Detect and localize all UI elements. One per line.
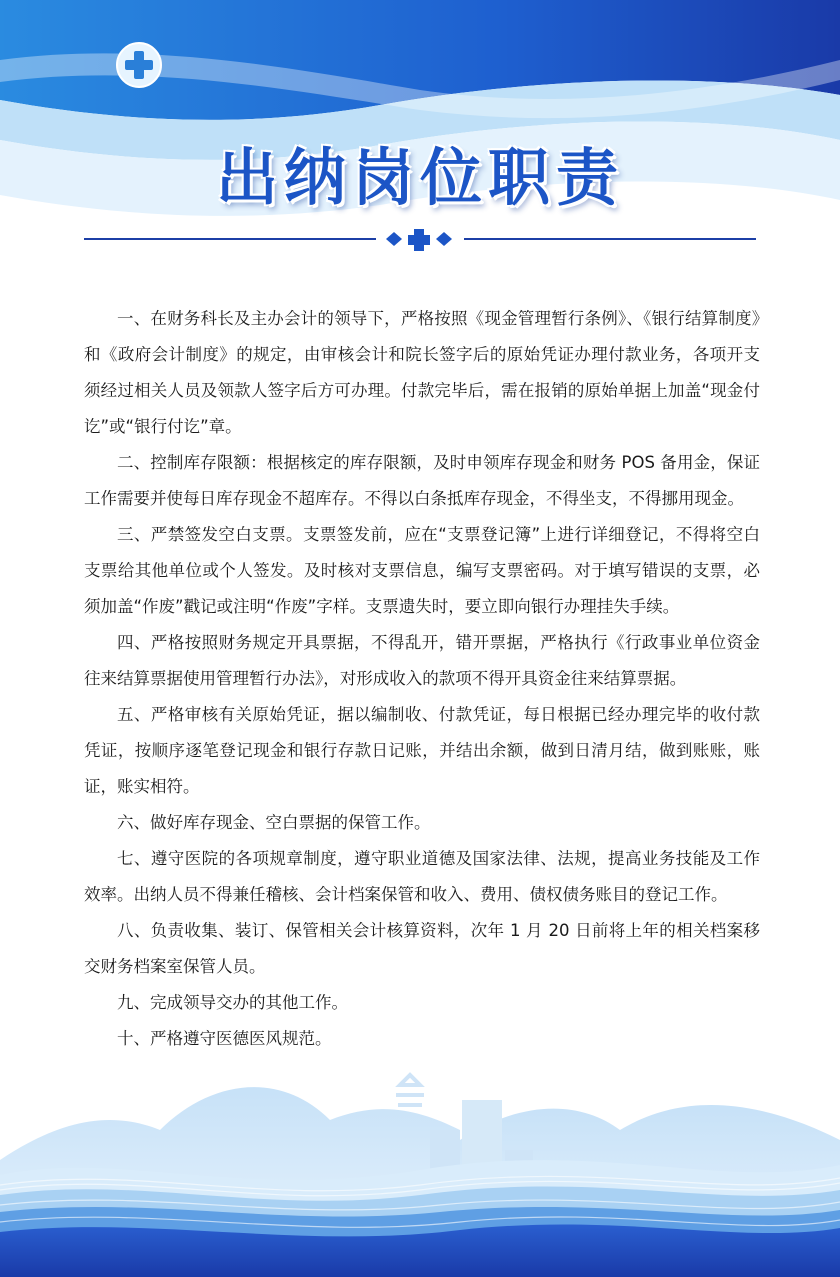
duty-paragraph: 九、完成领导交办的其他工作。: [117, 993, 348, 1012]
diamond-icon: [386, 232, 402, 246]
duty-paragraph: 七、遵守医院的各项规章制度，遵守职业道德及国家法律、法规，提高业务技能及工作效率。出纳人员不得兼任稽核、会计档案保管和收入、费用、债权债务账目的登记工作。: [84, 849, 760, 904]
medical-cross-icon: [116, 42, 162, 88]
title-divider: [84, 226, 756, 252]
page-title: 出纳岗位职责: [215, 141, 624, 214]
duty-paragraph: 十、严格遵守医德医风规范。: [117, 1029, 332, 1048]
duty-paragraph: 三、严禁签发空白支票。支票签发前，应在“支票登记簿”上进行详细登记，不得将空白支票给其他单位或个人签发。及时核对支票信息，编写支票密码。对于填写错误的支票，必须加盖“作废”戳记或注明“作废”字样。支票遗失时，要立即向银行办理挂失手续。: [84, 525, 760, 616]
duty-paragraph: 五、严格审核有关原始凭证，据以编制收、付款凭证，每日根据已经办理完毕的收付款凭证，按顺序逐笔登记现金和银行存款日记账，并结出余额，做到日清月结，做到账账，账证，账实相符。: [84, 705, 760, 796]
duty-paragraph: 六、做好库存现金、空白票据的保管工作。: [117, 813, 431, 832]
duty-paragraph: 二、控制库存限额：根据核定的库存限额，及时申领库存现金和财务 POS 备用金，保证工作需要并使每日库存现金不超库存。不得以白条抵库存现金，不得坐支，不得挪用现金。: [84, 453, 760, 508]
medical-cross-icon: [408, 229, 430, 251]
duty-paragraph: 一、在财务科长及主办会计的领导下，严格按照《现金管理暂行条例》、《银行结算制度》和《政府会计制度》的规定，由审核会计和院长签字后的原始凭证办理付款业务，各项开支须经过相关人员及领款人签字后方可办理。付款完毕后，需在报销的原始单据上加盖“现金付讫”或“银行付讫”章。: [84, 309, 760, 436]
duty-paragraph: 四、严格按照财务规定开具票据，不得乱开，错开票据，严格执行《行政事业单位资金往来结算票据使用管理暂行办法》，对形成收入的款项不得开具资金往来结算票据。: [84, 633, 760, 688]
diamond-icon: [436, 232, 452, 246]
duties-content: [84, 301, 760, 1057]
duty-paragraph: 八、负责收集、装订、保管相关会计核算资料，次年 1 月 20 日前将上年的相关档案移交财务档案室保管人员。: [84, 921, 760, 976]
